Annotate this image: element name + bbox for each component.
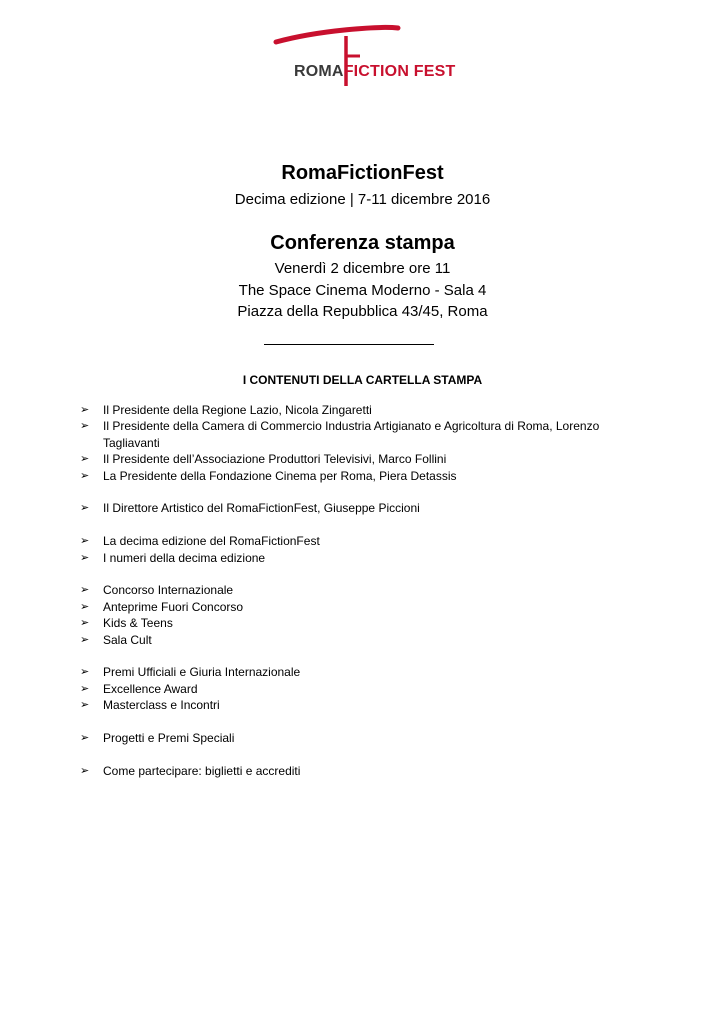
- list-item-text: Excellence Award: [103, 681, 198, 696]
- list-item-text: Il Direttore Artistico del RomaFictionFest, Giuseppe Piccioni: [103, 501, 420, 516]
- event-title: RomaFictionFest: [281, 162, 444, 184]
- arrow-bullet-icon: ➢: [80, 666, 90, 679]
- list-item: [80, 402, 640, 418]
- list-item: [80, 599, 640, 615]
- arrow-bullet-icon: ➢: [80, 732, 90, 745]
- arrow-bullet-icon: ➢: [80, 469, 90, 482]
- list-item: [80, 763, 640, 779]
- list-item-text: La Presidente della Fondazione Cinema per Roma, Piera Detassis: [103, 468, 457, 483]
- list-item: [80, 451, 640, 467]
- list-item-text: Anteprime Fuori Concorso: [103, 599, 244, 614]
- list-item-text: Il Presidente dell’Associazione Produttori Televisivi, Marco Follini: [103, 452, 447, 467]
- list-item-text: Il Presidente della Camera di Commercio Industria Artigianato e Agricoltura di Roma, Lorenzo Tagliavanti: [103, 419, 600, 450]
- arrow-bullet-icon: ➢: [80, 535, 90, 548]
- logo-wordmark: [294, 63, 455, 81]
- logo-part-fiction: FICTION FEST: [343, 63, 456, 80]
- arrow-bullet-icon: ➢: [80, 764, 90, 777]
- list-item-text: Concorso Internazionale: [103, 583, 234, 598]
- list-item: [80, 681, 640, 697]
- list-item: [80, 468, 640, 484]
- arrow-bullet-icon: ➢: [80, 682, 90, 695]
- arrow-bullet-icon: ➢: [80, 453, 90, 466]
- list-item-text: Come partecipare: biglietti e accrediti: [103, 763, 301, 778]
- list-item: [80, 550, 640, 566]
- list-item: [80, 533, 640, 549]
- conference-address: Piazza della Repubblica 43/45, Roma: [237, 303, 488, 320]
- section-heading: I CONTENUTI DELLA CARTELLA STAMPA: [242, 373, 483, 387]
- arrow-bullet-icon: ➢: [80, 633, 90, 646]
- list-item: [80, 632, 640, 648]
- list-item: [80, 582, 640, 598]
- arrow-bullet-icon: ➢: [80, 420, 90, 433]
- list-item-text: Progetti e Premi Speciali: [103, 731, 235, 746]
- arrow-bullet-icon: ➢: [80, 617, 90, 630]
- divider: [264, 344, 434, 345]
- list-item: [80, 615, 640, 631]
- contents-list: [80, 402, 640, 779]
- arrow-bullet-icon: ➢: [80, 551, 90, 564]
- list-item: [80, 500, 640, 516]
- arrow-bullet-icon: ➢: [80, 584, 90, 597]
- conference-venue: The Space Cinema Moderno - Sala 4: [238, 282, 487, 299]
- conference-date: Venerdì 2 dicembre ore 11: [274, 260, 451, 277]
- arrow-bullet-icon: ➢: [80, 699, 90, 712]
- list-item: [80, 664, 640, 680]
- list-item-text: Premi Ufficiali e Giuria Internazionale: [103, 665, 301, 680]
- romafictionfest-logo: [270, 18, 460, 96]
- arrow-bullet-icon: ➢: [80, 404, 90, 416]
- list-item: [80, 697, 640, 713]
- list-item-text: Sala Cult: [103, 632, 152, 647]
- list-item-text: La decima edizione del RomaFictionFest: [103, 534, 320, 549]
- arrow-bullet-icon: ➢: [80, 600, 90, 613]
- list-item-text: I numeri della decima edizione: [103, 550, 266, 565]
- list-item-text: Kids & Teens: [103, 616, 173, 631]
- conference-title: Conferenza stampa: [270, 232, 455, 254]
- edition-line: Decima edizione | 7-11 dicembre 2016: [234, 191, 491, 208]
- list-item: [80, 418, 640, 451]
- list-item: [80, 730, 640, 746]
- logo-part-roma: ROMA: [294, 63, 344, 80]
- list-item-text: Il Presidente della Regione Lazio, Nicola Zingaretti: [103, 403, 372, 417]
- list-item-text: Masterclass e Incontri: [103, 698, 220, 713]
- arrow-bullet-icon: ➢: [80, 502, 90, 515]
